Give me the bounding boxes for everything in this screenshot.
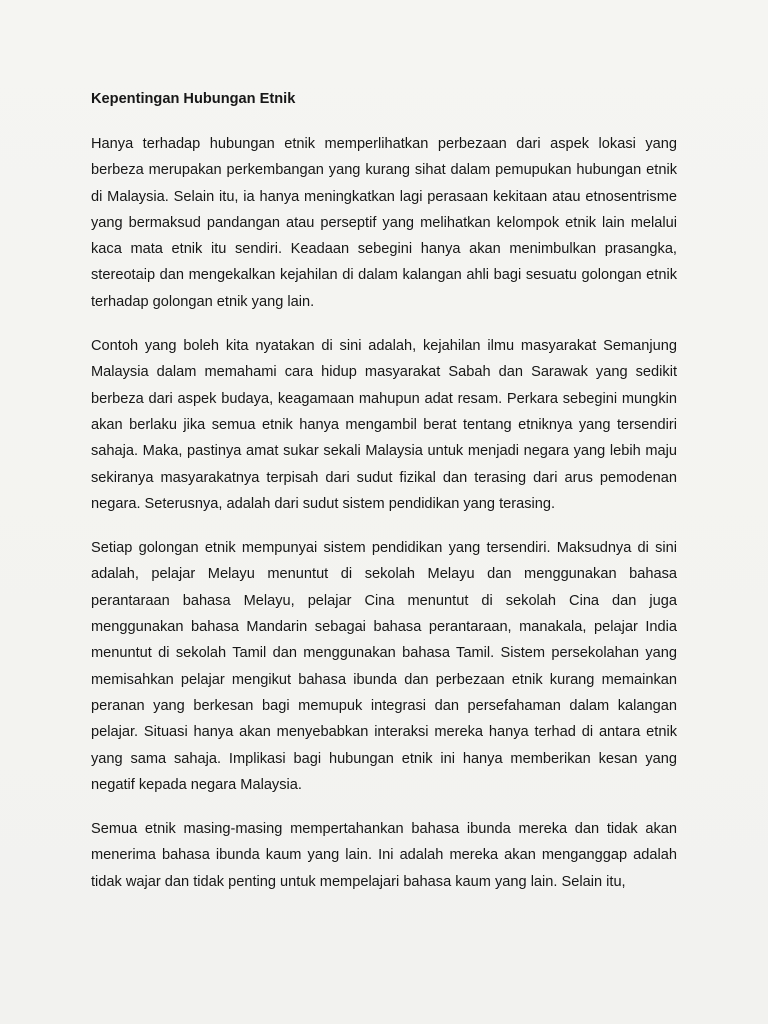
paragraph-1: Hanya terhadap hubungan etnik memperlihatkan perbezaan dari aspek lokasi yang berbeza merupakan perkembangan yang kurang sihat dalam pemupukan hubungan etnik di Malaysia. Selain itu, ia hanya meningkatkan lagi perasaan kekitaan atau etnosentrisme yang bermaksud pandangan atau perseptif yang melihatkan kelompok etnik lain melalui kaca mata etnik itu sendiri. Keadaan sebegini hanya akan menimbulkan prasangka, stereotaip dan mengekalkan kejahilan di dalam kalangan ahli bagi sesuatu golongan etnik terhadap golongan etnik yang lain. (91, 136, 677, 310)
paragraph-3: Setiap golongan etnik mempunyai sistem pendidikan yang tersendiri. Maksudnya di sini adalah, pelajar Melayu menuntut di sekolah Melayu dan menggunakan bahasa perantaraan bahasa Melayu, pelajar Cina menuntut di sekolah Cina dan juga menggunakan bahasa Mandarin sebagai bahasa perantaraan, manakala, pelajar India menuntut di sekolah Tamil dan menggunakan bahasa Tamil. Sistem persekolahan yang memisahkan pelajar mengikut bahasa ibunda dan perbezaan etnik kurang memainkan peranan yang berkesan bagi memupuk integrasi dan persefahaman dalam kalangan pelajar. Situasi hanya akan menyebabkan interaksi mereka hanya terhad di antara etnik yang sama sahaja. Implikasi bagi hubungan etnik ini hanya memberikan kesan yang negatif kepada negara Malaysia. (91, 540, 677, 793)
paragraph-4: Semua etnik masing-masing mempertahankan bahasa ibunda mereka dan tidak akan menerima bahasa ibunda kaum yang lain. Ini adalah mereka akan menganggap adalah tidak wajar dan tidak penting untuk mempelajari bahasa kaum yang lain. Selain itu, (91, 821, 677, 890)
document-title: Kepentingan Hubungan Etnik (91, 91, 296, 107)
paragraph-2: Contoh yang boleh kita nyatakan di sini adalah, kejahilan ilmu masyarakat Semanjung Malaysia dalam memahami cara hidup masyarakat Sabah dan Sarawak yang sedikit berbeza dari aspek budaya, keagamaan mahupun adat resam. Perkara sebegini mungkin akan berlaku jika semua etnik hanya mengambil berat tentang etniknya yang tersendiri sahaja. Maka, pastinya amat sukar sekali Malaysia untuk menjadi negara yang lebih maju sekiranya masyarakatnya terpisah dari sudut fizikal dan terasing dari arus pemodenan negara. Seterusnya, adalah dari sudut sistem pendidikan yang terasing. (91, 338, 677, 512)
document-content (91, 88, 677, 913)
